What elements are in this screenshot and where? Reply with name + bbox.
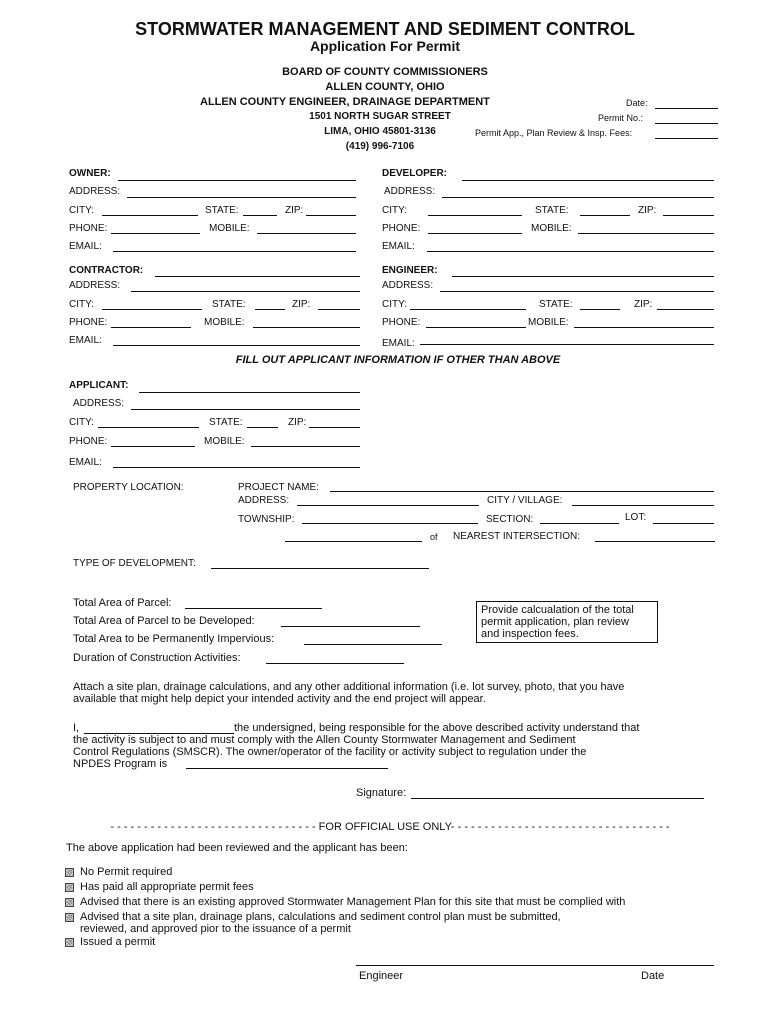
developer-state-field[interactable] [580, 215, 630, 216]
form-subtitle: Application For Permit [309, 38, 461, 54]
engineer-address-field[interactable] [440, 291, 714, 292]
duration-field[interactable] [266, 663, 404, 664]
engineer-field[interactable] [452, 276, 714, 277]
applicant-mobile-field[interactable] [251, 446, 360, 447]
intersection-road1-field[interactable] [285, 541, 422, 542]
applicant-phone-field[interactable] [111, 446, 195, 447]
township-field[interactable] [302, 523, 478, 524]
engineer-mobile-label: MOBILE: [528, 317, 569, 328]
applicant-address-field[interactable] [131, 409, 360, 410]
owner-state-label: STATE: [205, 205, 239, 216]
statement-prefix: I, [73, 722, 80, 734]
checkbox-paid-fees[interactable] [65, 883, 74, 892]
signature-label: Signature: [356, 787, 407, 799]
owner-mobile-label: MOBILE: [209, 223, 250, 234]
developer-state-label: STATE: [535, 205, 569, 216]
checkbox-submit-plans[interactable] [65, 913, 74, 922]
of-label: of [430, 532, 438, 542]
applicant-state-field[interactable] [247, 427, 278, 428]
fee-calculation-note [476, 601, 658, 643]
statement-line1: the undersigned, being responsible for the above described activity understand that [234, 722, 640, 734]
engineer-city-label: CITY: [382, 299, 408, 310]
official-use-header: - - - - - - - - - - - - - - - - - - - - - - - - - - - - - - - FOR OFFICIAL USE ONLY- - - - - - - - - - - - - - - - - - - - - - - - - - - - - - - - - [110, 821, 670, 833]
applicant-label: APPLICANT: [69, 380, 129, 391]
owner-phone-label: PHONE: [69, 223, 108, 234]
option-paid-fees: Has paid all appropriate permit fees [80, 881, 254, 893]
contractor-city-label: CITY: [69, 299, 95, 310]
city-village-field[interactable] [572, 505, 714, 506]
developer-field[interactable] [462, 180, 714, 181]
applicant-phone-label: PHONE: [69, 436, 108, 447]
date-field[interactable] [655, 108, 718, 109]
fee-note-line1: Provide calcualation of the total [481, 604, 634, 616]
type-of-development-field[interactable] [211, 568, 429, 569]
date-label: Date: [626, 98, 648, 108]
developer-mobile-field[interactable] [578, 233, 714, 234]
contractor-zip-field[interactable] [318, 309, 360, 310]
engineer-address-label: ADDRESS: [382, 280, 434, 291]
org-board: BOARD OF COUNTY COMMISSIONERS [282, 66, 488, 78]
impervious-field[interactable] [304, 644, 442, 645]
permit-no-field[interactable] [655, 123, 718, 124]
owner-mobile-field[interactable] [257, 233, 356, 234]
developer-zip-field[interactable] [663, 215, 714, 216]
applicant-zip-field[interactable] [309, 427, 360, 428]
contractor-zip-label: ZIP: [292, 299, 311, 310]
statement-line4: NPDES Program is [73, 758, 168, 770]
engineer-phone-field[interactable] [426, 327, 526, 328]
engineer-label: ENGINEER: [382, 265, 438, 276]
applicant-email-label: EMAIL: [69, 457, 102, 468]
contractor-email-field[interactable] [113, 345, 360, 346]
applicant-zip-label: ZIP: [288, 417, 307, 428]
property-address-label: ADDRESS: [238, 495, 290, 506]
developer-city-label: CITY: [382, 205, 408, 216]
owner-zip-label: ZIP: [285, 205, 304, 216]
contractor-mobile-label: MOBILE: [204, 317, 245, 328]
property-address-field[interactable] [297, 505, 479, 506]
section-label: SECTION: [486, 514, 534, 525]
engineer-zip-field[interactable] [657, 309, 714, 310]
fee-note-line2: permit application, plan review [481, 616, 629, 628]
checkbox-no-permit[interactable] [65, 868, 74, 877]
engineer-email-field[interactable] [420, 344, 714, 345]
statement-line3: Control Regulations (SMSCR). The owner/operator of the facility or activity subject to regulation under the [73, 746, 587, 758]
org-city: LIMA, OHIO 45801-3136 [324, 126, 436, 137]
project-name-field[interactable] [330, 491, 714, 492]
official-date-label: Date [641, 970, 665, 982]
statement-line2: the activity is subject to and must comply with the Allen County Stormwater Management and Sediment [73, 734, 576, 746]
option-existing-plan: Advised that there is an existing approved Stormwater Management Plan for this site that must be complied with [80, 896, 626, 908]
applicant-field[interactable] [139, 392, 360, 393]
option-issued-permit: Issued a permit [80, 936, 156, 948]
type-of-development-label: TYPE OF DEVELOPMENT: [73, 558, 196, 569]
fees-label: Permit App., Plan Review & Insp. Fees: [475, 128, 633, 138]
owner-email-label: EMAIL: [69, 241, 102, 252]
owner-email-field[interactable] [113, 251, 356, 252]
org-county: ALLEN COUNTY, OHIO [325, 81, 445, 93]
project-name-label: PROJECT NAME: [238, 482, 319, 493]
signature-field[interactable] [411, 798, 704, 799]
option-submit-plans-cont: reviewed, and approved pior to the issuance of a permit [80, 923, 351, 935]
owner-label: OWNER: [69, 168, 111, 179]
engineer-signature-field[interactable] [356, 965, 714, 966]
engineer-signature-label: Engineer [359, 970, 404, 982]
owner-state-field[interactable] [243, 215, 277, 216]
applicant-email-field[interactable] [113, 467, 360, 468]
engineer-city-field[interactable] [410, 309, 526, 310]
developer-mobile-label: MOBILE: [531, 223, 572, 234]
attach-line2: available that might help depict your intended activity and the end project will appear. [73, 693, 486, 705]
contractor-field[interactable] [155, 276, 360, 277]
nearest-intersection-field[interactable] [595, 541, 715, 542]
contractor-state-field[interactable] [255, 309, 285, 310]
developer-phone-field[interactable] [428, 233, 522, 234]
npdes-field[interactable] [186, 768, 388, 769]
contractor-address-label: ADDRESS: [69, 280, 121, 291]
applicant-state-label: STATE: [209, 417, 243, 428]
contractor-phone-field[interactable] [111, 327, 191, 328]
owner-zip-field[interactable] [306, 215, 356, 216]
section-field[interactable] [540, 523, 619, 524]
checkbox-existing-plan[interactable] [65, 898, 74, 907]
contractor-city-field[interactable] [102, 309, 202, 310]
developer-city-field[interactable] [428, 215, 522, 216]
lot-field[interactable] [653, 523, 714, 524]
nearest-intersection-label: NEAREST INTERSECTION: [453, 531, 581, 542]
engineer-email-label: EMAIL: [382, 338, 415, 349]
lot-label: LOT: [625, 512, 647, 523]
to-be-developed-field[interactable] [281, 626, 420, 627]
developer-address-field[interactable] [442, 197, 714, 198]
permit-no-label: Permit No.: [598, 113, 644, 123]
engineer-zip-label: ZIP: [634, 299, 653, 310]
engineer-state-field[interactable] [580, 309, 620, 310]
contractor-email-label: EMAIL: [69, 335, 102, 346]
owner-address-field[interactable] [127, 197, 356, 198]
total-parcel-field[interactable] [185, 608, 322, 609]
fees-field[interactable] [655, 138, 718, 139]
org-department: ALLEN COUNTY ENGINEER, DRAINAGE DEPARTMENT [200, 96, 490, 108]
applicant-address-label: ADDRESS: [73, 398, 125, 409]
developer-email-field[interactable] [427, 251, 714, 252]
duration-label: Duration of Construction Activities: [73, 652, 241, 664]
engineer-phone-label: PHONE: [382, 317, 421, 328]
total-parcel-label: Total Area of Parcel: [73, 597, 172, 609]
contractor-phone-label: PHONE: [69, 317, 108, 328]
developer-address-label: ADDRESS: [384, 186, 436, 197]
property-location-label: PROPERTY LOCATION: [73, 482, 184, 493]
engineer-state-label: STATE: [539, 299, 573, 310]
owner-city-field[interactable] [102, 215, 198, 216]
applicant-city-field[interactable] [98, 427, 199, 428]
attach-line1: Attach a site plan, drainage calculations, and any other additional information (i.e. lot survey, photo, that you have [73, 681, 625, 693]
owner-field[interactable] [118, 180, 356, 181]
to-be-developed-label: Total Area of Parcel to be Developed: [73, 615, 255, 627]
developer-label: DEVELOPER: [382, 168, 448, 179]
impervious-label: Total Area to be Permanently Impervious: [73, 633, 275, 645]
applicant-city-label: CITY: [69, 417, 95, 428]
fee-note-line3: and inspection fees. [481, 628, 579, 640]
option-no-permit: No Permit required [80, 866, 173, 878]
checkbox-issued-permit[interactable] [65, 938, 74, 947]
contractor-mobile-field[interactable] [253, 327, 360, 328]
developer-zip-label: ZIP: [638, 205, 657, 216]
owner-city-label: CITY: [69, 205, 95, 216]
contractor-state-label: STATE: [212, 299, 246, 310]
owner-phone-field[interactable] [111, 233, 200, 234]
township-label: TOWNSHIP: [238, 514, 295, 525]
developer-phone-label: PHONE: [382, 223, 421, 234]
developer-email-label: EMAIL: [382, 241, 415, 252]
form-title: STORMWATER MANAGEMENT AND SEDIMENT CONTROL [135, 19, 635, 39]
org-street: 1501 NORTH SUGAR STREET [309, 111, 451, 122]
owner-address-label: ADDRESS: [69, 186, 121, 197]
applicant-note: FILL OUT APPLICANT INFORMATION IF OTHER THAN ABOVE [235, 354, 561, 366]
official-intro: The above application had been reviewed and the applicant has been: [66, 842, 408, 854]
applicant-mobile-label: MOBILE: [204, 436, 245, 447]
option-submit-plans: Advised that a site plan, drainage plans, calculations and sediment control plan must be submitted, [80, 911, 561, 923]
contractor-label: CONTRACTOR: [69, 265, 144, 276]
org-phone: (419) 996-7106 [345, 141, 415, 152]
contractor-address-field[interactable] [131, 291, 360, 292]
engineer-mobile-field[interactable] [574, 327, 714, 328]
city-village-label: CITY / VILLAGE: [487, 495, 563, 506]
